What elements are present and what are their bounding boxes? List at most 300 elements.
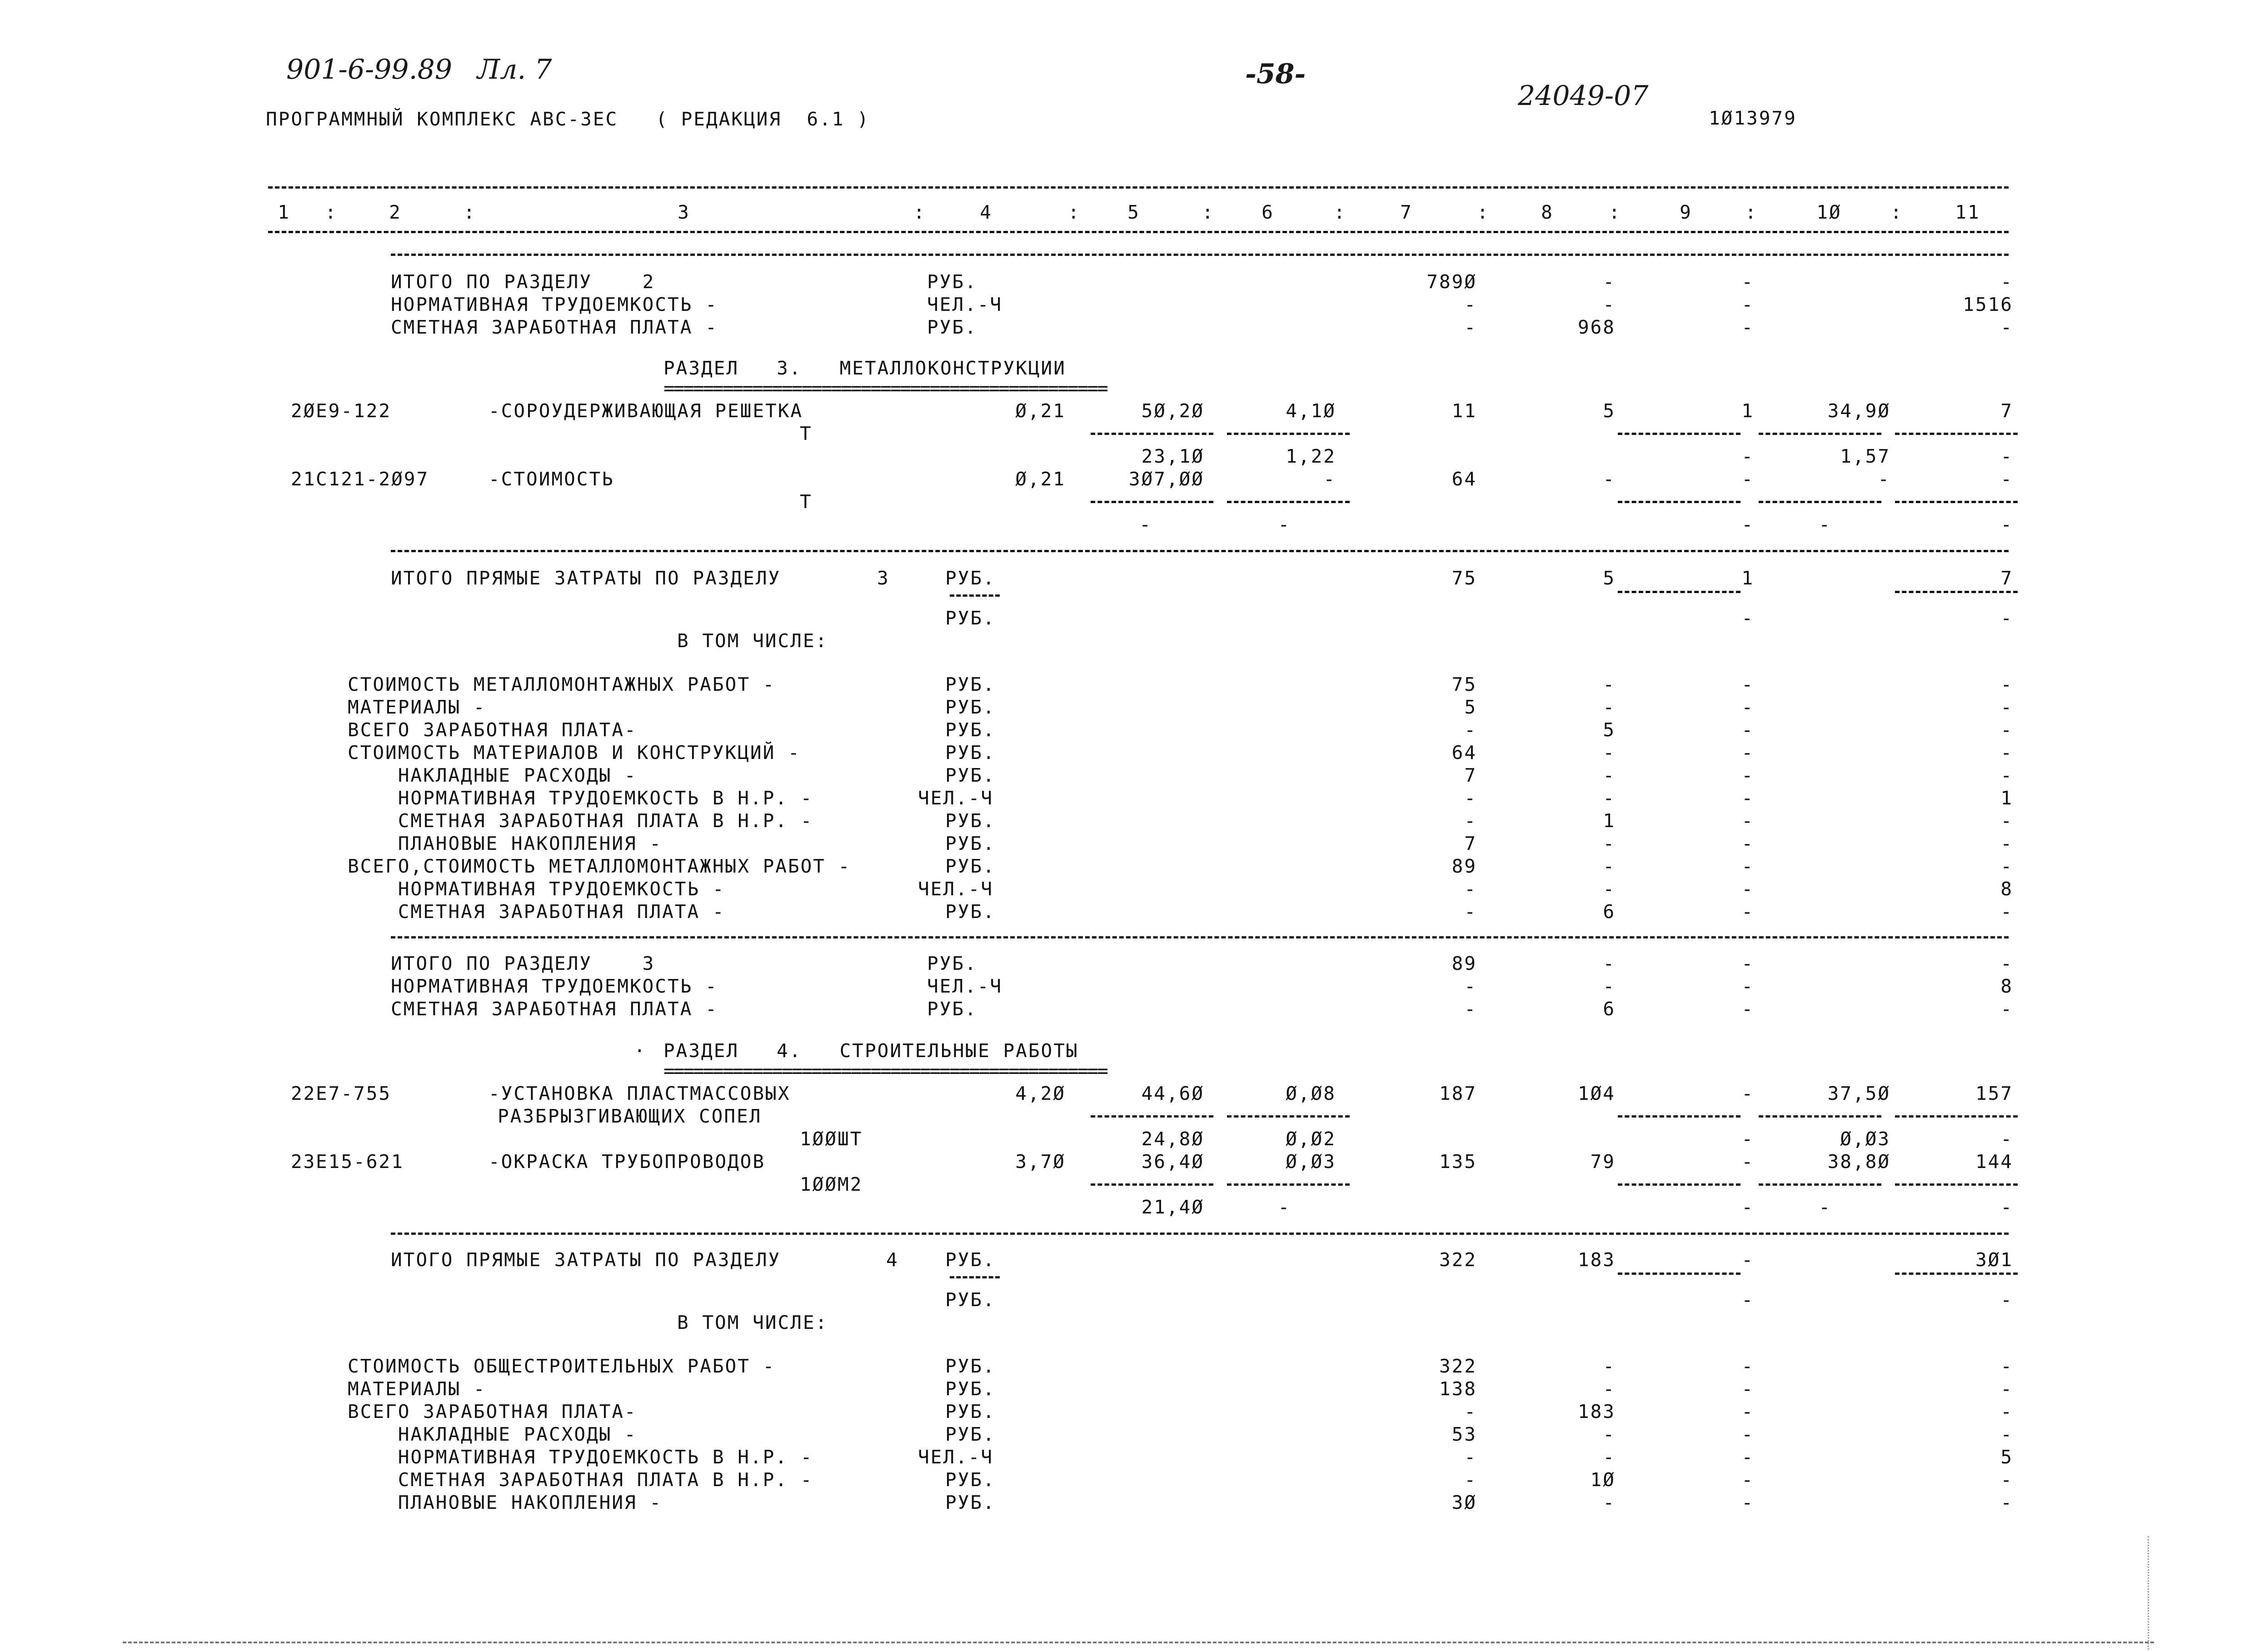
column-separator: :	[1745, 201, 1758, 223]
margin-fold-line	[2148, 1536, 2149, 1650]
sec3-breakdown-c9: -	[1741, 787, 1754, 809]
sec4-breakdown-c11: -	[2000, 1492, 2013, 1513]
item22-sub-rule	[1759, 1115, 1881, 1118]
item23-sub-rule	[1091, 1183, 1213, 1186]
sec3-breakdown-c9: -	[1741, 719, 1754, 741]
sec3-breakdown-c9: -	[1741, 674, 1754, 695]
sec4-breakdown-c11: -	[2000, 1469, 2013, 1491]
item23-c11-sub: -	[2000, 1196, 2013, 1218]
item23-c9: -	[1741, 1151, 1754, 1173]
sec4-breakdown-label: СМЕТНАЯ ЗАРАБОТНАЯ ПЛАТА В Н.Р. -	[348, 1469, 813, 1491]
item23-no: 23	[291, 1151, 316, 1173]
item20-name: -СОРОУДЕРЖИВАЮЩАЯ РЕШЕТКА	[489, 400, 803, 422]
item23-c10-sub: -	[1819, 1196, 1831, 1218]
column-header-11: 11	[1955, 201, 1980, 223]
column-separator: :	[1334, 201, 1346, 223]
sec3-breakdown-c11: -	[2000, 855, 2013, 877]
sec4-breakdown-c8: -	[1603, 1492, 1616, 1513]
sec4-breakdown-c7: 53	[1451, 1423, 1477, 1445]
sec4-breakdown-c9: -	[1741, 1378, 1754, 1400]
item22-c5-sub: 24,8Ø	[1141, 1128, 1204, 1150]
sec3-breakdown-unit: ЧЕЛ.-Ч	[918, 878, 994, 900]
sec3-breakdown-c9: -	[1741, 855, 1754, 877]
handwritten-page-number: -58-	[1245, 58, 1306, 90]
sec4-breakdown-c8: -	[1603, 1378, 1616, 1400]
sec3-breakdown-unit: РУБ.	[945, 674, 996, 695]
sec4-breakdown-unit: РУБ.	[945, 1423, 996, 1445]
item22-qty: 4,2Ø	[1015, 1083, 1066, 1104]
sec4-including: В ТОМ ЧИСЛЕ:	[677, 1312, 828, 1333]
sec3-total-0-c7: 89	[1451, 953, 1477, 974]
item22-sub-rule	[1895, 1115, 2018, 1118]
item22-c11: 157	[1975, 1083, 2013, 1104]
item20-sub-rule	[1618, 433, 1740, 435]
item21-c5-sub: -	[1139, 514, 1152, 535]
sec3-breakdown-c7: -	[1464, 901, 1477, 923]
section2-top-rule	[391, 254, 2009, 256]
sec3-total-0-c9: -	[1741, 953, 1754, 974]
item22-name-line2: РАЗБРЫЗГИВАЮЩИХ СОПЕЛ	[498, 1105, 762, 1127]
sec3-breakdown-c8: 6	[1603, 901, 1616, 923]
item22-c8: 1Ø4	[1577, 1083, 1616, 1104]
sec4-breakdown-c7: -	[1464, 1446, 1477, 1468]
item21-c5: 3Ø7,ØØ	[1128, 468, 1204, 490]
sec3-breakdown-label: СТОИМОСТЬ МАТЕРИАЛОВ И КОНСТРУКЦИЙ -	[348, 742, 801, 764]
sec4-breakdown-unit: РУБ.	[945, 1469, 996, 1491]
item23-c7: 135	[1439, 1151, 1477, 1173]
item22-c9-sub: -	[1741, 1128, 1754, 1150]
item20-code: Е9-122	[316, 400, 392, 422]
sec4-breakdown-c11: -	[2000, 1355, 2013, 1377]
item22-no: 22	[291, 1083, 316, 1104]
item23-code: Е15-621	[316, 1151, 404, 1173]
sec3-breakdown-c7: -	[1464, 787, 1477, 809]
sec3-including: В ТОМ ЧИСЛЕ:	[677, 630, 828, 652]
column-header-8: 8	[1541, 201, 1554, 223]
item22-sub-rule	[1091, 1115, 1213, 1118]
sec3-breakdown-c8: -	[1603, 855, 1616, 877]
sec3-breakdown-c9: -	[1741, 810, 1754, 832]
sec4-breakdown-c8: -	[1603, 1355, 1616, 1377]
column-header-5: 5	[1127, 201, 1140, 223]
column-header-9: 9	[1680, 201, 1692, 223]
sec3-breakdown-c9: -	[1741, 742, 1754, 764]
sec3-breakdown-c9: -	[1741, 878, 1754, 900]
item20-sub-rule	[1759, 433, 1881, 435]
sec3-breakdown-c11: -	[2000, 742, 2013, 764]
item20-c5: 5Ø,2Ø	[1141, 400, 1204, 422]
sec3-direct-c7: 75	[1451, 567, 1477, 589]
sec3-breakdown-c7: 7	[1464, 833, 1477, 854]
sec3-breakdown-c11: -	[2000, 764, 2013, 786]
item20-c8: 5	[1603, 400, 1616, 422]
handwritten-doc-code: 901-6-99.89	[286, 54, 453, 85]
sec3-breakdown-c8: -	[1603, 696, 1616, 718]
sec4-direct-c8: 183	[1577, 1249, 1616, 1271]
item23-c8: 79	[1590, 1151, 1616, 1173]
item20-no: 2Ø	[291, 400, 316, 422]
sec3-breakdown-label: ВСЕГО ЗАРАБОТНАЯ ПЛАТА-	[348, 719, 637, 741]
sec3-breakdown-c11: -	[2000, 833, 2013, 854]
sec3-direct-num: 3	[877, 567, 890, 589]
sec3-breakdown-unit: РУБ.	[945, 719, 996, 741]
sec3-breakdown-c8: 1	[1603, 810, 1616, 832]
sec4-breakdown-c7: -	[1464, 1469, 1477, 1491]
sec2-wage-c8: 968	[1577, 316, 1616, 338]
section4-direct-rule	[391, 1233, 2009, 1235]
sec3-total-1-c8: -	[1603, 975, 1616, 997]
bottom-tear-line	[123, 1642, 2154, 1643]
sec3-breakdown-unit: ЧЕЛ.-Ч	[918, 787, 994, 809]
sec3-total-1-c9: -	[1741, 975, 1754, 997]
item21-c11-sub: -	[2000, 514, 2013, 535]
column-header-1: 1	[278, 201, 290, 223]
sec4-direct-c9-sub: -	[1741, 1289, 1754, 1311]
item21-c10-sub: -	[1819, 514, 1831, 535]
sec2-wage-unit: РУБ.	[927, 316, 977, 338]
sec4-breakdown-c11: -	[2000, 1423, 2013, 1445]
sec3-direct-c11-sub: -	[2000, 607, 2013, 629]
sec4-breakdown-label: НАКЛАДНЫЕ РАСХОДЫ -	[348, 1423, 637, 1445]
sec4-direct-num: 4	[886, 1249, 899, 1271]
item22-c6: Ø,Ø8	[1286, 1083, 1336, 1104]
sec3-total-2-unit: РУБ.	[927, 998, 977, 1020]
sec4-breakdown-unit: РУБ.	[945, 1378, 996, 1400]
sec3-breakdown-c11: -	[2000, 719, 2013, 741]
column-separator: :	[464, 201, 476, 223]
item22-name: -УСТАНОВКА ПЛАСТМАССОВЫХ	[489, 1083, 791, 1104]
sec2-labor-c11: 1516	[1963, 294, 2013, 315]
item22-code: Е7-755	[316, 1083, 392, 1104]
sec3-breakdown-c11: -	[2000, 696, 2013, 718]
item21-c6: -	[1323, 468, 1336, 490]
sec4-direct-unit: РУБ.	[945, 1249, 996, 1271]
item23-c10: 38,8Ø	[1827, 1151, 1890, 1173]
sec3-breakdown-c7: 75	[1451, 674, 1477, 695]
sec3-breakdown-unit: РУБ.	[945, 810, 996, 832]
item23-c6: Ø,Ø3	[1286, 1151, 1336, 1173]
sec3-breakdown-c11: -	[2000, 674, 2013, 695]
sec4-direct-c11-sub: -	[2000, 1289, 2013, 1311]
item21-sub-rule	[1759, 501, 1881, 503]
sec4-breakdown-unit: ЧЕЛ.-Ч	[918, 1446, 994, 1468]
sec3-direct-unit: РУБ.	[945, 567, 996, 589]
item23-name: -ОКРАСКА ТРУБОПРОВОДОВ	[489, 1151, 766, 1173]
sec4-breakdown-c8: -	[1603, 1423, 1616, 1445]
item23-sub-rule	[1227, 1183, 1350, 1186]
column-header-3: 3	[678, 201, 690, 223]
sec3-direct-c9-sub: -	[1741, 607, 1754, 629]
sec2-total-c9: -	[1741, 271, 1754, 293]
sec4-direct-c7: 322	[1439, 1249, 1477, 1271]
section3-direct-rule	[391, 550, 2009, 552]
sec4-breakdown-c9: -	[1741, 1469, 1754, 1491]
sec3-total-1-label: НОРМАТИВНАЯ ТРУДОЕМКОСТЬ -	[391, 975, 718, 997]
item21-code: С121-2Ø97	[316, 468, 429, 490]
section3-title: РАЗДЕЛ 3. МЕТАЛЛОКОНСТРУКЦИИ	[663, 357, 1066, 379]
sec4-breakdown-label: НОРМАТИВНАЯ ТРУДОЕМКОСТЬ В Н.Р. -	[348, 1446, 813, 1468]
sec4-breakdown-label: СТОИМОСТЬ ОБЩЕСТРОИТЕЛЬНЫХ РАБОТ -	[348, 1355, 776, 1377]
sec4-breakdown-c7: 3Ø	[1451, 1492, 1477, 1513]
item21-c6-sub: -	[1278, 514, 1291, 535]
sec2-labor-label: НОРМАТИВНАЯ ТРУДОЕМКОСТЬ -	[391, 294, 718, 315]
sec4-breakdown-c8: 183	[1577, 1401, 1616, 1422]
sec3-total-2-c11: -	[2000, 998, 2013, 1020]
sec3-direct-c8: 5	[1603, 567, 1616, 589]
item22-c5: 44,6Ø	[1141, 1083, 1204, 1104]
item22-c7: 187	[1439, 1083, 1477, 1104]
item22-sub-rule	[1227, 1115, 1350, 1118]
sec4-breakdown-c11: -	[2000, 1401, 2013, 1422]
sec3-breakdown-label: НАКЛАДНЫЕ РАСХОДЫ -	[348, 764, 637, 786]
sec4-breakdown-c11: -	[2000, 1378, 2013, 1400]
sec3-total-2-label: СМЕТНАЯ ЗАРАБОТНАЯ ПЛАТА -	[391, 998, 718, 1020]
item21-c8: -	[1603, 468, 1616, 490]
sec3-breakdown-c7: 7	[1464, 764, 1477, 786]
sec4-breakdown-c7: 322	[1439, 1355, 1477, 1377]
section4-underline: =============================================	[663, 1060, 1107, 1082]
sec3-breakdown-c9: -	[1741, 764, 1754, 786]
sec3-breakdown-c8: -	[1603, 742, 1616, 764]
column-separator: :	[1202, 201, 1215, 223]
sec2-total-c8: -	[1603, 271, 1616, 293]
sec3-breakdown-c8: -	[1603, 833, 1616, 854]
sec3-breakdown-c7: -	[1464, 878, 1477, 900]
sec3-breakdown-c8: -	[1603, 787, 1616, 809]
sec3-direct-unit-rule	[950, 594, 1000, 597]
column-header-4: 4	[980, 201, 992, 223]
sec4-direct-unit2: РУБ.	[945, 1289, 996, 1311]
sec3-breakdown-label: МАТЕРИАЛЫ -	[348, 696, 486, 718]
item23-c5: 36,4Ø	[1141, 1151, 1204, 1173]
sec3-breakdown-label: НОРМАТИВНАЯ ТРУДОЕМКОСТЬ В Н.Р. -	[348, 787, 813, 809]
item21-unit: Т	[800, 491, 813, 513]
header-rule-top	[268, 186, 2009, 189]
sec3-breakdown-label: СМЕТНАЯ ЗАРАБОТНАЯ ПЛАТА В Н.Р. -	[348, 810, 813, 832]
item23-c6-sub: -	[1278, 1196, 1291, 1218]
item20-c9: 1	[1741, 400, 1754, 422]
sec4-direct-c9: -	[1741, 1249, 1754, 1271]
sec3-breakdown-c8: -	[1603, 764, 1616, 786]
sec2-labor-unit: ЧЕЛ.-Ч	[927, 294, 1003, 315]
sec3-breakdown-unit: РУБ.	[945, 901, 996, 923]
sec3-total-0-label: ИТОГО ПО РАЗДЕЛУ 3	[391, 953, 655, 974]
item22-c10: 37,5Ø	[1827, 1083, 1890, 1104]
item21-name: -СТОИМОСТЬ	[489, 468, 614, 490]
sec4-breakdown-unit: РУБ.	[945, 1492, 996, 1513]
sec2-labor-c7: -	[1464, 294, 1477, 315]
sec3-total-1-unit: ЧЕЛ.-Ч	[927, 975, 1003, 997]
sec4-breakdown-label: ПЛАНОВЫЕ НАКОПЛЕНИЯ -	[348, 1492, 663, 1513]
item21-c10: -	[1878, 468, 1890, 490]
sec2-labor-c8: -	[1603, 294, 1616, 315]
sec3-total-1-c11: 8	[2000, 975, 2013, 997]
item20-c5-sub: 23,1Ø	[1141, 445, 1204, 467]
sec2-wage-label: СМЕТНАЯ ЗАРАБОТНАЯ ПЛАТА -	[391, 316, 718, 338]
item20-c10-sub: 1,57	[1840, 445, 1890, 467]
sec3-total-2-c9: -	[1741, 998, 1754, 1020]
item23-sub-rule	[1759, 1183, 1881, 1186]
item20-c6-sub: 1,22	[1286, 445, 1336, 467]
sec3-breakdown-c8: -	[1603, 878, 1616, 900]
sec3-total-1-c7: -	[1464, 975, 1477, 997]
sec2-total-c11: -	[2000, 271, 2013, 293]
sec3-breakdown-c7: -	[1464, 719, 1477, 741]
column-header-10: 1Ø	[1816, 201, 1842, 223]
sec3-direct-sub-rule	[1895, 591, 2018, 593]
sec3-total-2-c8: 6	[1603, 998, 1616, 1020]
item20-c9-sub: -	[1741, 445, 1754, 467]
item22-c11-sub: -	[2000, 1128, 2013, 1150]
sec3-breakdown-unit: РУБ.	[945, 833, 996, 854]
item22-unit: 1ØØШТ	[800, 1128, 863, 1150]
sec4-breakdown-c7: -	[1464, 1401, 1477, 1422]
item20-c11: 7	[2000, 400, 2013, 422]
sec4-breakdown-label: МАТЕРИАЛЫ -	[348, 1378, 486, 1400]
sec4-breakdown-c9: -	[1741, 1355, 1754, 1377]
item21-c7: 64	[1451, 468, 1477, 490]
sec3-breakdown-c8: -	[1603, 674, 1616, 695]
item22-sub-rule	[1618, 1115, 1740, 1118]
sec3-direct-sub-rule	[1618, 591, 1740, 593]
sec4-direct-label: ИТОГО ПРЯМЫЕ ЗАТРАТЫ ПО РАЗДЕЛУ	[391, 1249, 781, 1271]
sec3-breakdown-unit: РУБ.	[945, 742, 996, 764]
sec4-breakdown-c11: 5	[2000, 1446, 2013, 1468]
item20-sub-rule	[1227, 433, 1350, 435]
column-separator: :	[1477, 201, 1490, 223]
item20-unit: Т	[800, 423, 813, 444]
sec3-breakdown-label: СМЕТНАЯ ЗАРАБОТНАЯ ПЛАТА -	[348, 901, 725, 923]
column-separator: :	[1890, 201, 1903, 223]
item20-sub-rule	[1091, 433, 1213, 435]
item21-c9-sub: -	[1741, 514, 1754, 535]
item21-sub-rule	[1091, 501, 1213, 503]
column-header-6: 6	[1262, 201, 1274, 223]
column-header-2: 2	[389, 201, 402, 223]
sec4-direct-sub-rule	[1895, 1273, 2018, 1275]
sec4-breakdown-c8: 1Ø	[1590, 1469, 1616, 1491]
item23-c11: 144	[1975, 1151, 2013, 1173]
handwritten-reference-number: 24049-07	[1518, 80, 1649, 112]
item20-qty: Ø,21	[1015, 400, 1066, 422]
item21-qty: Ø,21	[1015, 468, 1066, 490]
sec3-direct-c9: 1	[1741, 567, 1754, 589]
sec4-breakdown-label: ВСЕГО ЗАРАБОТНАЯ ПЛАТА-	[348, 1401, 637, 1422]
column-header-7: 7	[1400, 201, 1413, 223]
sec3-breakdown-unit: РУБ.	[945, 855, 996, 877]
sec4-breakdown-c9: -	[1741, 1423, 1754, 1445]
item23-unit: 1ØØМ2	[800, 1173, 863, 1195]
sec4-breakdown-c9: -	[1741, 1446, 1754, 1468]
sec4-breakdown-c9: -	[1741, 1492, 1754, 1513]
sec3-breakdown-unit: РУБ.	[945, 764, 996, 786]
item23-sub-rule	[1895, 1183, 2018, 1186]
sec3-breakdown-c11: 1	[2000, 787, 2013, 809]
sec3-breakdown-c11: -	[2000, 810, 2013, 832]
item23-sub-rule	[1618, 1183, 1740, 1186]
item22-c10-sub: Ø,Ø3	[1840, 1128, 1890, 1150]
sec3-total-0-c8: -	[1603, 953, 1616, 974]
item23-qty: 3,7Ø	[1015, 1151, 1066, 1173]
column-separator: :	[913, 201, 926, 223]
item23-c9-sub: -	[1741, 1196, 1754, 1218]
sec2-total-label: ИТОГО ПО РАЗДЕЛУ 2	[391, 271, 655, 293]
section3-underline: =============================================	[663, 377, 1107, 399]
sec3-total-0-unit: РУБ.	[927, 953, 977, 974]
sec3-breakdown-label: ВСЕГО,СТОИМОСТЬ МЕТАЛЛОМОНТАЖНЫХ РАБОТ -	[348, 855, 851, 877]
sec3-breakdown-c11: 8	[2000, 878, 2013, 900]
section4-mark: ·	[634, 1040, 647, 1062]
sec3-direct-unit2: РУБ.	[945, 607, 996, 629]
sec3-breakdown-label: НОРМАТИВНАЯ ТРУДОЕМКОСТЬ -	[348, 878, 725, 900]
sec3-breakdown-c7: -	[1464, 810, 1477, 832]
section4-title: РАЗДЕЛ 4. СТРОИТЕЛЬНЫЕ РАБОТЫ	[663, 1040, 1079, 1062]
sec2-labor-c9: -	[1741, 294, 1754, 315]
sec2-wage-c9: -	[1741, 316, 1754, 338]
sec4-breakdown-unit: РУБ.	[945, 1355, 996, 1377]
sec3-breakdown-c9: -	[1741, 833, 1754, 854]
sec2-wage-c7: -	[1464, 316, 1477, 338]
sec4-breakdown-unit: РУБ.	[945, 1401, 996, 1422]
sec3-breakdown-label: ПЛАНОВЫЕ НАКОПЛЕНИЯ -	[348, 833, 663, 854]
sec3-direct-c11: 7	[2000, 567, 2013, 589]
item20-c7: 11	[1451, 400, 1477, 422]
item21-sub-rule	[1895, 501, 2018, 503]
sec4-direct-sub-rule	[1618, 1273, 1740, 1275]
item21-c9: -	[1741, 468, 1754, 490]
item20-sub-rule	[1895, 433, 2018, 435]
sec2-total-unit: РУБ.	[927, 271, 977, 293]
sec4-direct-c11: 3Ø1	[1975, 1249, 2013, 1271]
column-separator: :	[1068, 201, 1081, 223]
sec4-breakdown-c7: 138	[1439, 1378, 1477, 1400]
handwritten-sheet: Лл. 7	[477, 54, 552, 85]
header-rule-bottom	[268, 231, 2009, 233]
sec3-breakdown-c7: 64	[1451, 742, 1477, 764]
item23-c5-sub: 21,4Ø	[1141, 1196, 1204, 1218]
sec3-breakdown-c11: -	[2000, 901, 2013, 923]
item21-c11: -	[2000, 468, 2013, 490]
item20-c6: 4,1Ø	[1286, 400, 1336, 422]
sec3-direct-label: ИТОГО ПРЯМЫЕ ЗАТРАТЫ ПО РАЗДЕЛУ	[391, 567, 781, 589]
sec3-breakdown-label: СТОИМОСТЬ МЕТАЛЛОМОНТАЖНЫХ РАБОТ -	[348, 674, 776, 695]
sec2-wage-c11: -	[2000, 316, 2013, 338]
item22-c6-sub: Ø,Ø2	[1286, 1128, 1336, 1150]
sec3-breakdown-c7: 5	[1464, 696, 1477, 718]
sec3-total-0-c11: -	[2000, 953, 2013, 974]
item21-sub-rule	[1227, 501, 1350, 503]
sec3-breakdown-c8: 5	[1603, 719, 1616, 741]
item20-c11-sub: -	[2000, 445, 2013, 467]
item20-c10: 34,9Ø	[1827, 400, 1890, 422]
item22-c9: -	[1741, 1083, 1754, 1104]
sec3-breakdown-c7: 89	[1451, 855, 1477, 877]
sec2-total-c7: 789Ø	[1426, 271, 1477, 293]
sec4-breakdown-c9: -	[1741, 1401, 1754, 1422]
sec4-breakdown-c8: -	[1603, 1446, 1616, 1468]
document-id: 1Ø13979	[1709, 107, 1797, 129]
column-separator: :	[325, 201, 338, 223]
item21-no: 21	[291, 468, 316, 490]
column-separator: :	[1609, 201, 1621, 223]
sec3-breakdown-c9: -	[1741, 901, 1754, 923]
sec3-total-2-c7: -	[1464, 998, 1477, 1020]
sec3-breakdown-unit: РУБ.	[945, 696, 996, 718]
section3-total-rule	[391, 936, 2009, 938]
sec3-breakdown-c9: -	[1741, 696, 1754, 718]
sec4-direct-unit-rule	[950, 1276, 1000, 1278]
item21-sub-rule	[1618, 501, 1740, 503]
